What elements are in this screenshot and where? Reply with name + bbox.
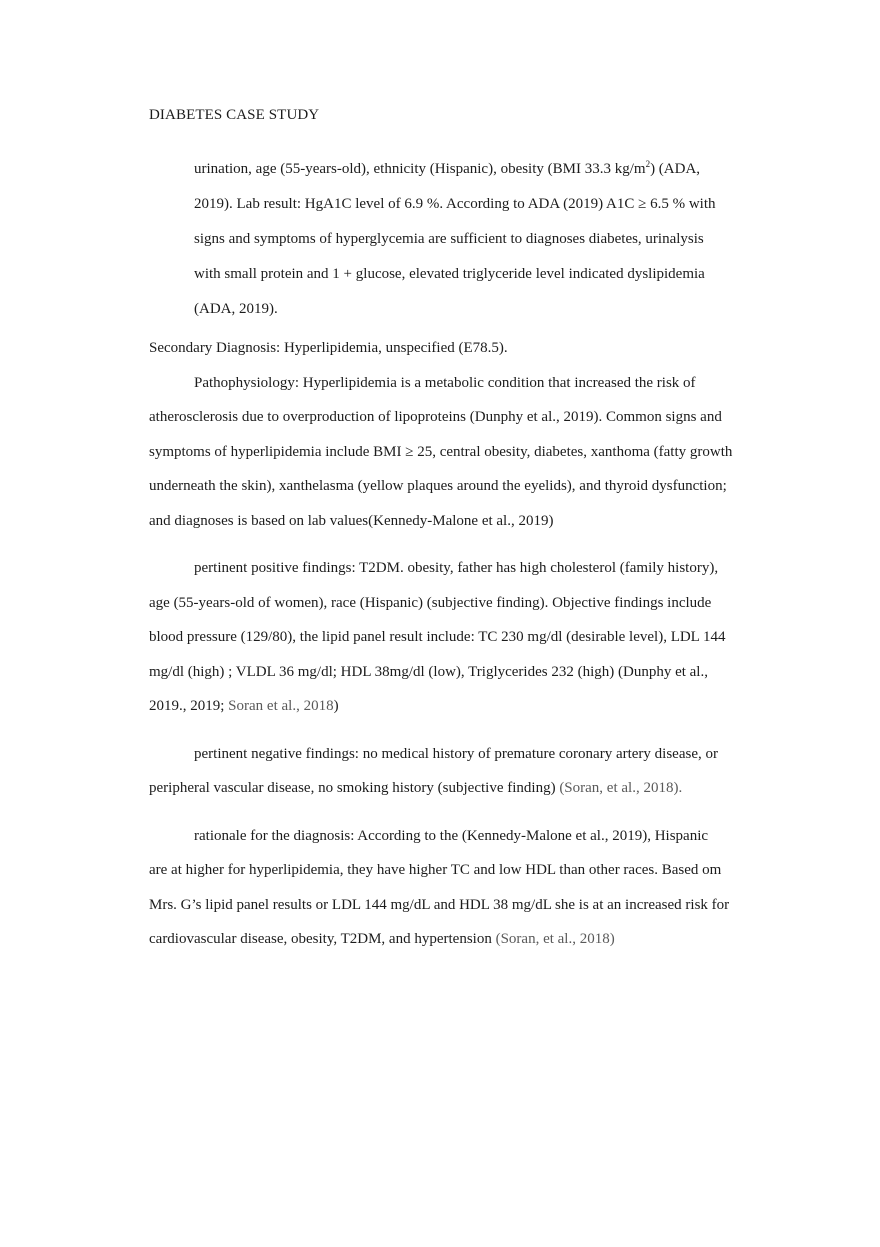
text-line — [149, 771, 749, 806]
text-line: mg/dl (high) ; VLDL 36 mg/dl; HDL 38mg/dl (low), Triglycerides 232 (high) (Dunphy et al., — [149, 663, 708, 680]
text-line: Secondary Diagnosis: Hyperlipidemia, unspecified (E78.5). — [149, 340, 508, 356]
text-line: signs and symptoms of hyperglycemia are sufficient to diagnoses diabetes, urinalysis — [194, 231, 704, 247]
text-segment: ) — [333, 698, 339, 714]
text-line: atherosclerosis due to overproduction of lipoproteins (Dunphy et al., 2019). Common signs and — [149, 409, 722, 425]
positive-findings-paragraph — [149, 551, 749, 724]
text-line: pertinent negative findings: no medical history of premature coronary artery disease, or — [194, 745, 718, 762]
text-line: are at higher for hyperlipidemia, they have higher TC and low HDL than other races. Based om — [149, 862, 722, 878]
rationale-paragraph — [149, 819, 749, 957]
text-segment: 2019., 2019; — [149, 698, 229, 714]
pathophysiology-paragraph — [149, 366, 749, 539]
text-line — [149, 689, 749, 724]
text-segment: peripheral vascular disease, no smoking history (subjective finding) — [149, 780, 560, 796]
text-line: symptoms of hyperlipidemia include BMI ≥ 25, central obesity, diabetes, xanthoma (fatty growth — [149, 443, 733, 460]
negative-findings-paragraph — [149, 737, 749, 806]
text-segment: cardiovascular disease, obesity, T2DM, and hypertension — [149, 931, 496, 947]
text-line: pertinent positive findings: T2DM. obesity, father has high cholesterol (family history), — [194, 560, 719, 576]
text-segment: ) (ADA, — [650, 161, 701, 177]
text-line: with small protein and 1 + glucose, elevated triglyceride level indicated dyslipidemia — [194, 266, 705, 282]
citation: (Soran, et al., 2018). — [559, 780, 683, 796]
text-line: rationale for the diagnosis: According to the (Kennedy-Malone et al., 2019), Hispanic — [194, 827, 709, 844]
text-line: Pathophysiology: Hyperlipidemia is a metabolic condition that increased the risk of — [194, 374, 696, 391]
text-segment: urination, age (55-years-old), ethnicity (Hispanic), obesity (BMI 33.3 kg/m — [194, 161, 646, 177]
text-line: and diagnoses is based on lab values(Kennedy-Malone et al., 2019) — [149, 512, 554, 529]
text-line: (ADA, 2019). — [194, 301, 278, 317]
superscript: 2 — [645, 159, 651, 169]
document-body — [149, 152, 749, 957]
text-line — [149, 922, 749, 957]
text-line: underneath the skin), xanthelasma (yellow plaques around the eyelids), and thyroid dysfunction; — [149, 478, 727, 494]
running-header: DIABETES CASE STUDY — [149, 107, 320, 123]
text-line: 2019). Lab result: HgA1C level of 6.9 %. According to ADA (2019) A1C ≥ 6.5 % with — [194, 196, 716, 212]
secondary-diagnosis — [149, 331, 749, 366]
text-line: blood pressure (129/80), the lipid panel result include: TC 230 mg/dl (desirable level), LDL 144 — [149, 629, 726, 645]
citation: Soran et al., 2018 — [228, 698, 334, 714]
text-line — [194, 152, 749, 187]
text-line: age (55-years-old of women), race (Hispanic) (subjective finding). Objective findings include — [149, 594, 712, 611]
citation: (Soran, et al., 2018) — [495, 931, 615, 947]
primary-diagnosis-continuation — [149, 152, 749, 327]
text-line: Mrs. G’s lipid panel results or LDL 144 mg/dL and HDL 38 mg/dL she is at an increased risk for — [149, 896, 730, 913]
